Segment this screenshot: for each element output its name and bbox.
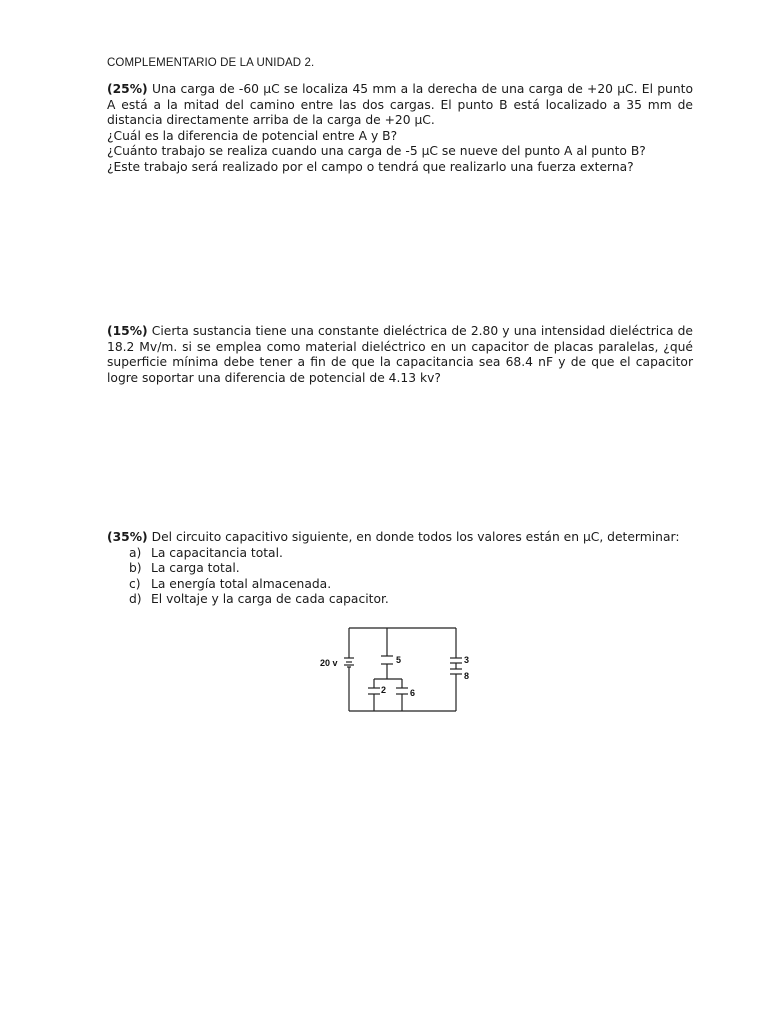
- problem-2-statement: [107, 324, 693, 386]
- problem-1-statement: [107, 82, 693, 129]
- problem-1-weight: (25%): [107, 82, 148, 96]
- problem-3-weight: (35%): [107, 530, 148, 544]
- circuit-wires: [349, 628, 456, 711]
- list-marker: a): [129, 545, 142, 560]
- list-item: [107, 561, 693, 577]
- problem-3-statement: [107, 530, 693, 546]
- problem-3: [107, 530, 693, 608]
- problem-1-question-2: ¿Cuánto trabajo se realiza cuando una carga de -5 μC se nueve del punto A al punto B?: [107, 144, 646, 158]
- capacitor-3-label: 3: [464, 655, 470, 665]
- page-title: COMPLEMENTARIO DE LA UNIDAD 2.: [107, 57, 315, 69]
- list-marker: c): [129, 576, 141, 591]
- capacitor-3: [450, 655, 469, 665]
- list-item-text: El voltaje y la carga de cada capacitor.: [151, 592, 389, 606]
- list-item-text: La capacitancia total.: [151, 545, 283, 560]
- capacitor-8-label: 8: [464, 671, 470, 681]
- problem-2-text: Cierta sustancia tiene una constante dieléctrica de 2.80 y una intensidad dieléctrica de 18.2 Mv/m. si se emplea como material dieléctrico en un capacitor de placas paralelas, ¿qué superficie mínima debe tener a fin de que la capacitancia sea 68.4 nF y de que el capacitor logre soportar una diferencia de potencial de 4.13 kv?: [107, 324, 693, 385]
- capacitor-5-label: 5: [396, 655, 402, 665]
- list-marker: d): [129, 592, 142, 606]
- list-item: [107, 577, 693, 593]
- list-item-text: La energía total almacenada.: [151, 576, 332, 591]
- problem-2: [107, 324, 693, 386]
- list-item: [107, 592, 693, 608]
- list-marker: b): [129, 561, 142, 575]
- capacitor-8: [450, 669, 469, 681]
- problem-3-text: Del circuito capacitivo siguiente, en donde todos los valores están en μC, determinar:: [147, 530, 680, 544]
- problem-1-question-1: ¿Cuál es la diferencia de potencial entre A y B?: [107, 128, 398, 143]
- capacitor-6: [396, 688, 415, 698]
- problem-2-weight: (15%): [107, 324, 148, 338]
- capacitor-6-label: 6: [410, 688, 416, 698]
- capacitor-2: [368, 685, 386, 695]
- list-item-text: La carga total.: [151, 561, 240, 575]
- problem-3-list: [107, 546, 693, 608]
- source-label: 20 v: [320, 658, 338, 668]
- capacitor-2-label: 2: [381, 685, 387, 695]
- problem-1: [107, 82, 693, 175]
- problem-1-question-3: ¿Este trabajo será realizado por el campo o tendrá que realizarlo una fuerza externa?: [107, 159, 634, 174]
- voltage-source: [320, 658, 354, 668]
- problem-1-text: Una carga de -60 μC se localiza 45 mm a la derecha de una carga de +20 μC. El punto A está a la mitad del camino entre las dos cargas. El punto B está localizado a 35 mm de distancia directamente arriba de la carga de +20 μC.: [107, 82, 693, 127]
- list-item: [107, 546, 693, 562]
- capacitor-5: [381, 655, 401, 665]
- capacitor-circuit-diagram: [310, 622, 480, 722]
